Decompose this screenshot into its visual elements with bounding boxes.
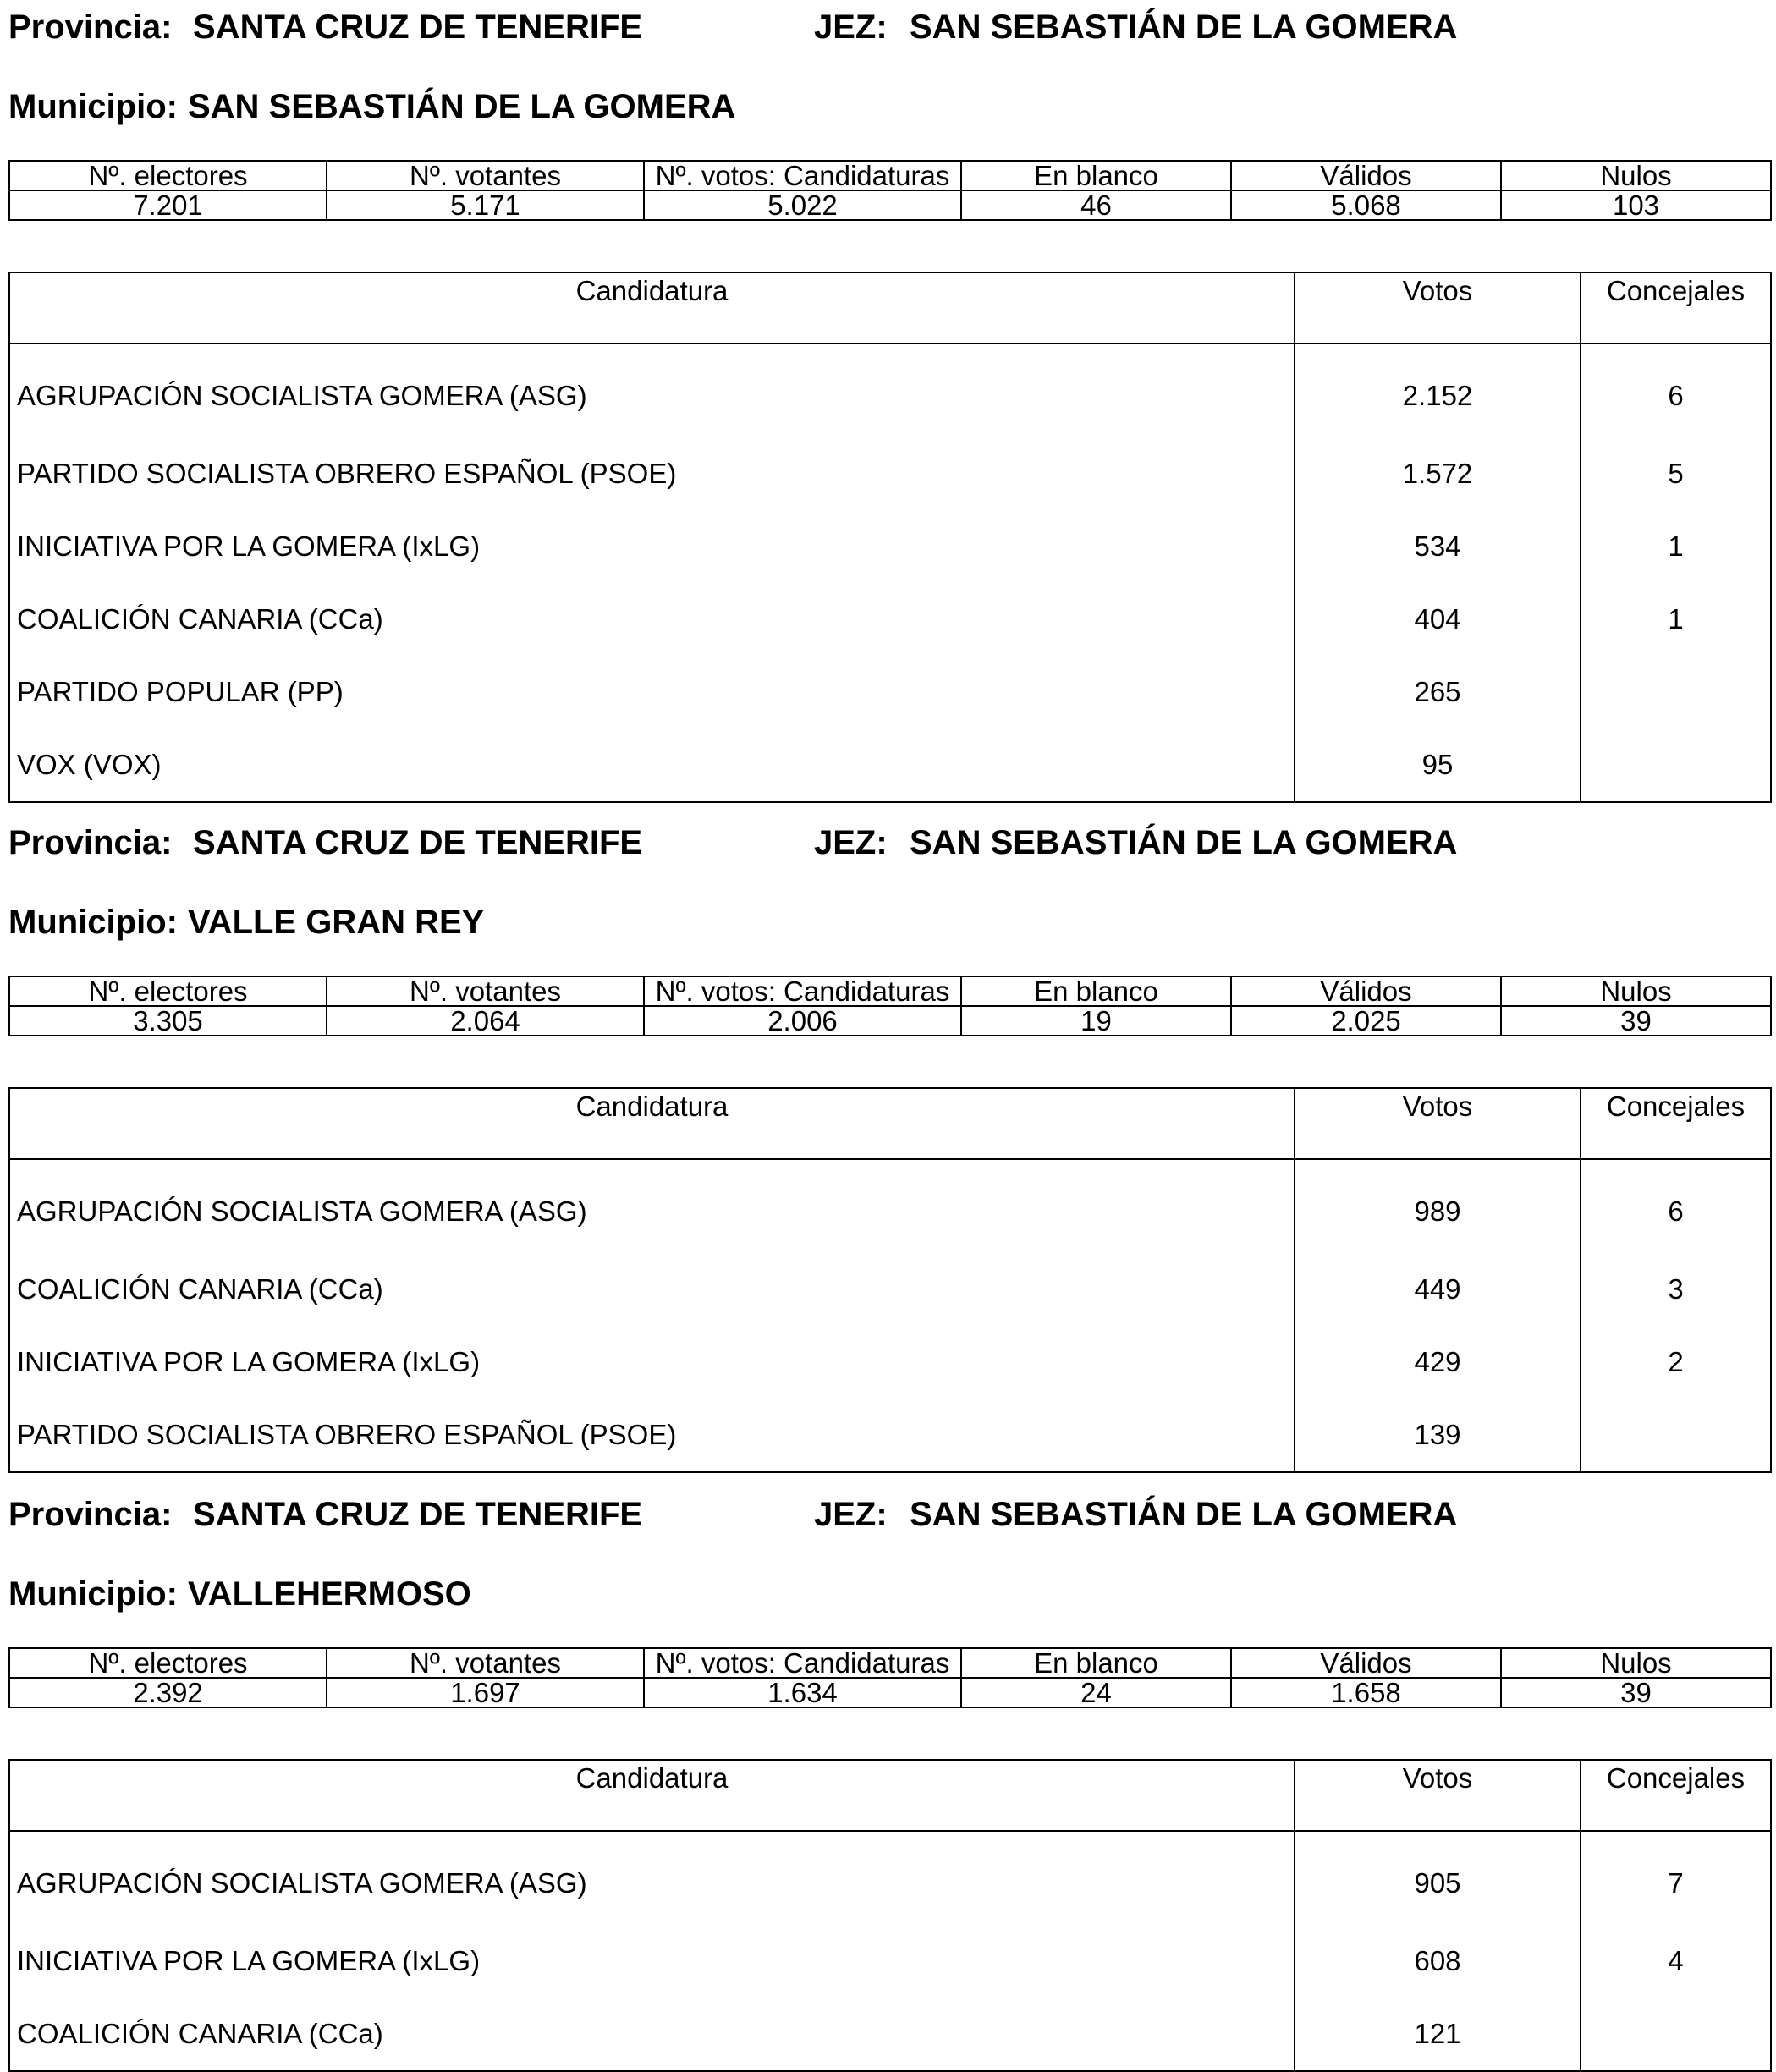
cand-concejales: 3 — [1581, 1253, 1771, 1326]
stats-header-cell: Nº. votos: Candidaturas — [644, 976, 961, 1006]
stats-value-cell: 39 — [1501, 1006, 1771, 1036]
cand-header-row — [9, 1760, 1771, 1831]
cand-header-cell: Votos — [1295, 1088, 1581, 1159]
cand-concejales — [1581, 1998, 1771, 2071]
cand-concejales — [1581, 728, 1771, 802]
stats-header-cell: Válidos — [1231, 161, 1501, 190]
stats-header-cell: Nº. electores — [9, 161, 327, 190]
stats-header-cell: Nulos — [1501, 161, 1771, 190]
stats-value-cell: 24 — [961, 1678, 1231, 1707]
cand-votos: 95 — [1295, 728, 1581, 802]
stats-header-cell: Nº. votantes — [327, 976, 644, 1006]
cand-name: INICIATIVA POR LA GOMERA (IxLG) — [9, 1925, 1295, 1998]
jez-label: JEZ: — [814, 8, 888, 46]
stats-value-cell: 5.068 — [1231, 190, 1501, 220]
cand-votos: 139 — [1295, 1399, 1581, 1472]
table-row — [9, 510, 1771, 583]
stats-table — [8, 1647, 1772, 1708]
table-row — [9, 1253, 1771, 1326]
cand-name: VOX (VOX) — [9, 728, 1295, 802]
cand-votos: 905 — [1295, 1831, 1581, 1925]
jez-value: SAN SEBASTIÁN DE LA GOMERA — [910, 1496, 1458, 1533]
cand-concejales: 4 — [1581, 1925, 1771, 1998]
cand-name: COALICIÓN CANARIA (CCa) — [9, 1998, 1295, 2071]
table-row — [9, 1998, 1771, 2071]
table-row — [9, 583, 1771, 656]
provincia-label: Provincia: — [8, 824, 173, 861]
stats-header-cell: En blanco — [961, 161, 1231, 190]
stats-header-cell: Nº. electores — [9, 1648, 327, 1678]
stats-header-cell: Nº. votantes — [327, 1648, 644, 1678]
table-row — [9, 1399, 1771, 1472]
stats-value-cell: 2.064 — [327, 1006, 644, 1036]
table-row — [9, 1925, 1771, 1998]
cand-name: PARTIDO SOCIALISTA OBRERO ESPAÑOL (PSOE) — [9, 437, 1295, 510]
municipio-header — [8, 86, 735, 127]
municipio-value: VALLEHERMOSO — [187, 1575, 471, 1613]
stats-value-cell: 7.201 — [9, 190, 327, 220]
cand-header-cell: Concejales — [1581, 1088, 1771, 1159]
cand-header-cell: Candidatura — [9, 1760, 1295, 1831]
cand-concejales — [1581, 1399, 1771, 1472]
provincia-value: SANTA CRUZ DE TENERIFE — [193, 1496, 643, 1533]
table-row — [9, 1159, 1771, 1253]
cand-name: COALICIÓN CANARIA (CCa) — [9, 583, 1295, 656]
candidaturas-table — [8, 272, 1772, 803]
stats-value-cell: 2.392 — [9, 1678, 327, 1707]
stats-table — [8, 160, 1772, 221]
stats-header-cell: En blanco — [961, 976, 1231, 1006]
municipio-header — [8, 902, 484, 943]
table-row — [9, 728, 1771, 802]
stats-value-cell: 2.006 — [644, 1006, 961, 1036]
cand-name: COALICIÓN CANARIA (CCa) — [9, 1253, 1295, 1326]
municipio-label: Municipio: — [8, 904, 178, 941]
stats-value-cell: 46 — [961, 190, 1231, 220]
stats-header-cell: En blanco — [961, 1648, 1231, 1678]
stats-value-cell: 19 — [961, 1006, 1231, 1036]
cand-concejales: 7 — [1581, 1831, 1771, 1925]
cand-header-cell: Candidatura — [9, 272, 1295, 344]
stats-table — [8, 976, 1772, 1036]
stats-header-cell: Nº. electores — [9, 976, 327, 1006]
municipality-section — [8, 0, 1770, 778]
cand-concejales: 1 — [1581, 510, 1771, 583]
cand-name: AGRUPACIÓN SOCIALISTA GOMERA (ASG) — [9, 1159, 1295, 1253]
jez-label: JEZ: — [814, 824, 888, 861]
cand-votos: 1.572 — [1295, 437, 1581, 510]
cand-concejales: 6 — [1581, 344, 1771, 437]
stats-value-cell: 5.171 — [327, 190, 644, 220]
provincia-label: Provincia: — [8, 8, 173, 46]
jez-value: SAN SEBASTIÁN DE LA GOMERA — [910, 8, 1458, 46]
cand-header-row — [9, 272, 1771, 344]
cand-concejales: 5 — [1581, 437, 1771, 510]
stats-value-row — [9, 190, 1771, 220]
stats-header-cell: Nulos — [1501, 1648, 1771, 1678]
candidaturas-table — [8, 1087, 1772, 1473]
cand-votos: 429 — [1295, 1326, 1581, 1399]
stats-header-cell: Válidos — [1231, 976, 1501, 1006]
municipality-section — [8, 1487, 1770, 2049]
stats-value-cell: 1.658 — [1231, 1678, 1501, 1707]
municipio-label: Municipio: — [8, 88, 178, 125]
cand-votos: 404 — [1295, 583, 1581, 656]
cand-concejales: 2 — [1581, 1326, 1771, 1399]
stats-header-row — [9, 1648, 1771, 1678]
stats-value-cell: 1.697 — [327, 1678, 644, 1707]
municipio-label: Municipio: — [8, 1575, 178, 1613]
cand-concejales: 6 — [1581, 1159, 1771, 1253]
stats-value-cell: 2.025 — [1231, 1006, 1501, 1036]
stats-value-row — [9, 1678, 1771, 1707]
provincia-label: Provincia: — [8, 1496, 173, 1533]
municipio-value: SAN SEBASTIÁN DE LA GOMERA — [187, 88, 736, 125]
cand-votos: 121 — [1295, 1998, 1581, 2071]
cand-name: INICIATIVA POR LA GOMERA (IxLG) — [9, 1326, 1295, 1399]
municipality-section — [8, 816, 1770, 1450]
cand-header-cell: Candidatura — [9, 1088, 1295, 1159]
cand-concejales — [1581, 656, 1771, 728]
cand-header-cell: Votos — [1295, 272, 1581, 344]
cand-header-cell: Concejales — [1581, 272, 1771, 344]
municipio-value: VALLE GRAN REY — [187, 904, 485, 941]
cand-votos: 989 — [1295, 1159, 1581, 1253]
jez-label: JEZ: — [814, 1496, 888, 1533]
cand-header-cell: Concejales — [1581, 1760, 1771, 1831]
stats-header-cell: Nº. votos: Candidaturas — [644, 1648, 961, 1678]
stats-header-cell: Nº. votantes — [327, 161, 644, 190]
cand-header-row — [9, 1088, 1771, 1159]
cand-name: INICIATIVA POR LA GOMERA (IxLG) — [9, 510, 1295, 583]
stats-header-cell: Nº. votos: Candidaturas — [644, 161, 961, 190]
cand-votos: 534 — [1295, 510, 1581, 583]
cand-votos: 265 — [1295, 656, 1581, 728]
municipio-header — [8, 1574, 471, 1614]
candidaturas-table — [8, 1759, 1772, 2072]
table-row — [9, 656, 1771, 728]
table-row — [9, 344, 1771, 437]
provincia-value: SANTA CRUZ DE TENERIFE — [193, 8, 643, 46]
provincia-value: SANTA CRUZ DE TENERIFE — [193, 824, 643, 861]
table-row — [9, 437, 1771, 510]
cand-name: PARTIDO SOCIALISTA OBRERO ESPAÑOL (PSOE) — [9, 1399, 1295, 1472]
table-row — [9, 1326, 1771, 1399]
stats-value-cell: 39 — [1501, 1678, 1771, 1707]
stats-value-cell: 103 — [1501, 190, 1771, 220]
cand-votos: 608 — [1295, 1925, 1581, 1998]
stats-value-row — [9, 1006, 1771, 1036]
jez-value: SAN SEBASTIÁN DE LA GOMERA — [910, 824, 1458, 861]
stats-header-row — [9, 161, 1771, 190]
stats-value-cell: 3.305 — [9, 1006, 327, 1036]
stats-header-row — [9, 976, 1771, 1006]
stats-value-cell: 1.634 — [644, 1678, 961, 1707]
cand-concejales: 1 — [1581, 583, 1771, 656]
cand-votos: 2.152 — [1295, 344, 1581, 437]
cand-header-cell: Votos — [1295, 1760, 1581, 1831]
cand-name: AGRUPACIÓN SOCIALISTA GOMERA (ASG) — [9, 1831, 1295, 1925]
stats-header-cell: Nulos — [1501, 976, 1771, 1006]
stats-header-cell: Válidos — [1231, 1648, 1501, 1678]
cand-votos: 449 — [1295, 1253, 1581, 1326]
cand-name: AGRUPACIÓN SOCIALISTA GOMERA (ASG) — [9, 344, 1295, 437]
cand-name: PARTIDO POPULAR (PP) — [9, 656, 1295, 728]
table-row — [9, 1831, 1771, 1925]
stats-value-cell: 5.022 — [644, 190, 961, 220]
